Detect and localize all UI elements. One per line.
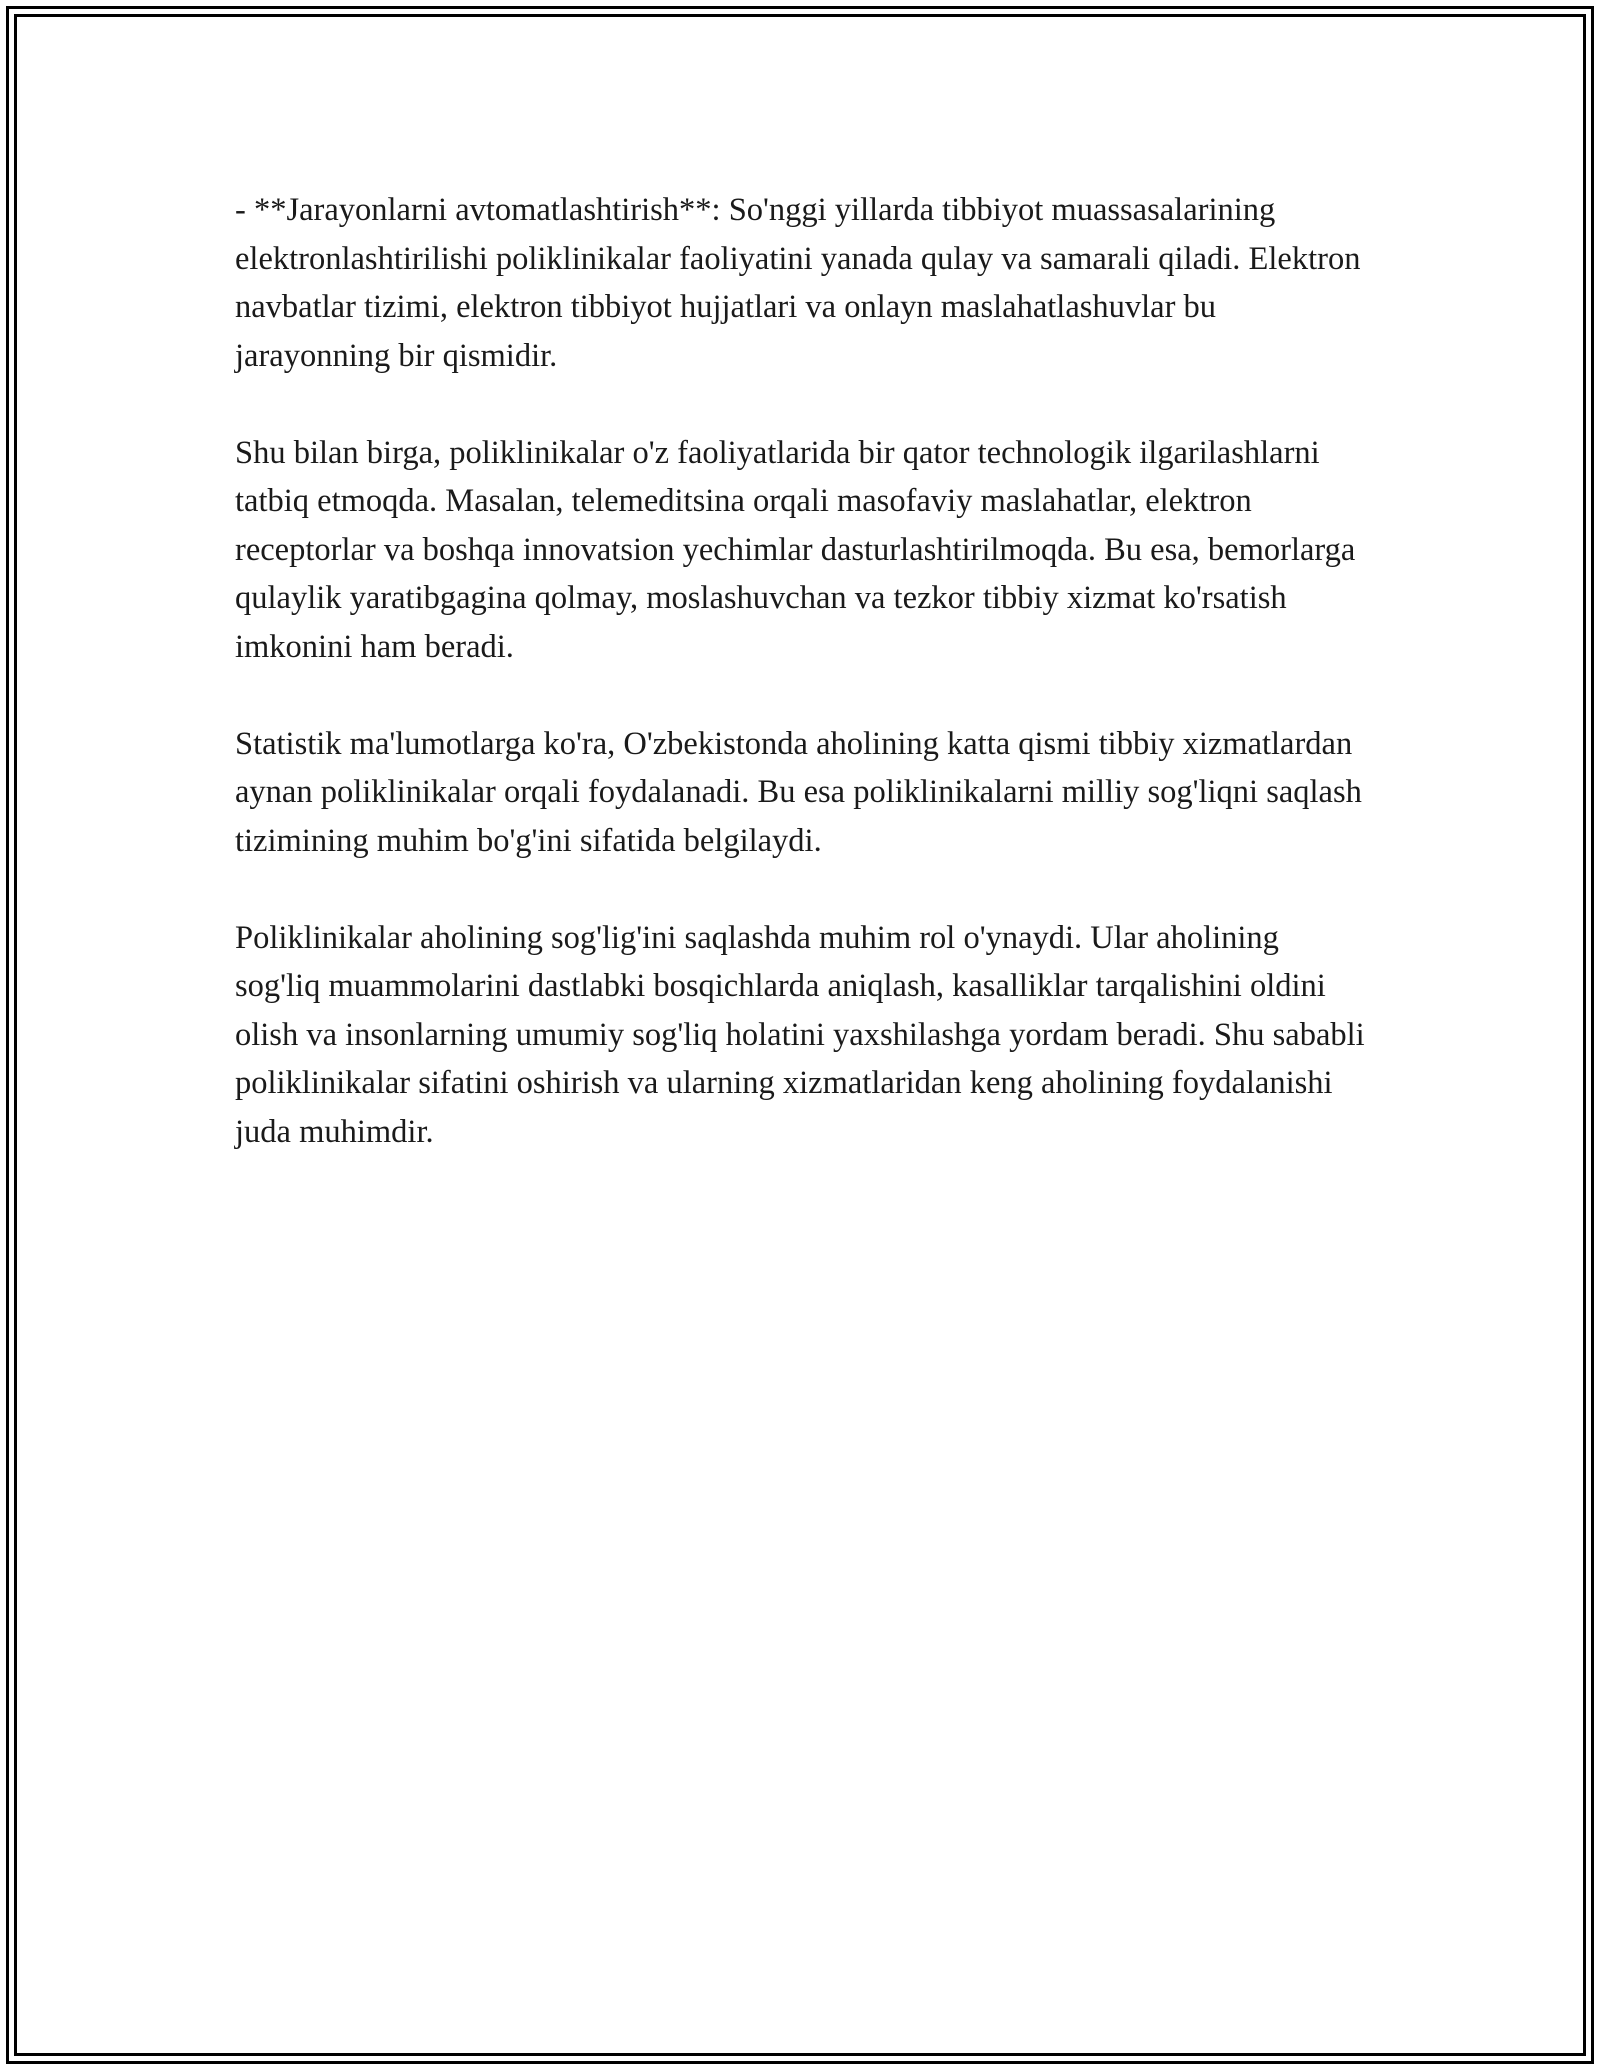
document-body bbox=[235, 186, 1365, 1156]
paragraph-statistics: Statistik ma'lumotlarga ko'ra, O'zbekistonda aholining katta qismi tibbiy xizmatlardan aynan poliklinikalar orqali foydalanadi. Bu esa poliklinikalarni milliy sog'liqni saqlash tizimining muhim bo'g'ini sifatida belgilaydi. bbox=[235, 725, 1362, 859]
paragraph-role: Poliklinikalar aholining sog'lig'ini saqlashda muhim rol o'ynaydi. Ular aholining sog'liq muammolarini dastlabki bosqichlarda aniqlash, kasalliklar tarqalishini oldini olish va insonlarning umumiy sog'liq holatini yaxshilashga yordam beradi. Shu sababli poliklinikalar sifatini oshirish va ularning xizmatlaridan keng aholining foydalanishi juda muhimdir. bbox=[235, 919, 1365, 1150]
paragraph-technology: Shu bilan birga, poliklinikalar o'z faoliyatlarida bir qator technologik ilgarilashlarni tatbiq etmoqda. Masalan, telemeditsina orqali masofaviy maslahatlar, elektron receptorlar va boshqa innovatsion yechimlar dasturlashtirilmoqda. Bu esa, bemorlarga qulaylik yaratibgagina qolmay, moslashuvchan va tezkor tibbiy xizmat ko'rsatish imkonini ham beradi. bbox=[235, 434, 1356, 665]
paragraph-automation: - **Jarayonlarni avtomatlashtirish**: So'nggi yillarda tibbiyot muassasalarining elektronlashtirilishi poliklinikalar faoliyatini yanada qulay va samarali qiladi. Elektron navbatlar tizimi, elektron tibbiyot hujjatlari va onlayn maslahatlashuvlar bu jarayonning bir qismidir. bbox=[235, 192, 1361, 374]
